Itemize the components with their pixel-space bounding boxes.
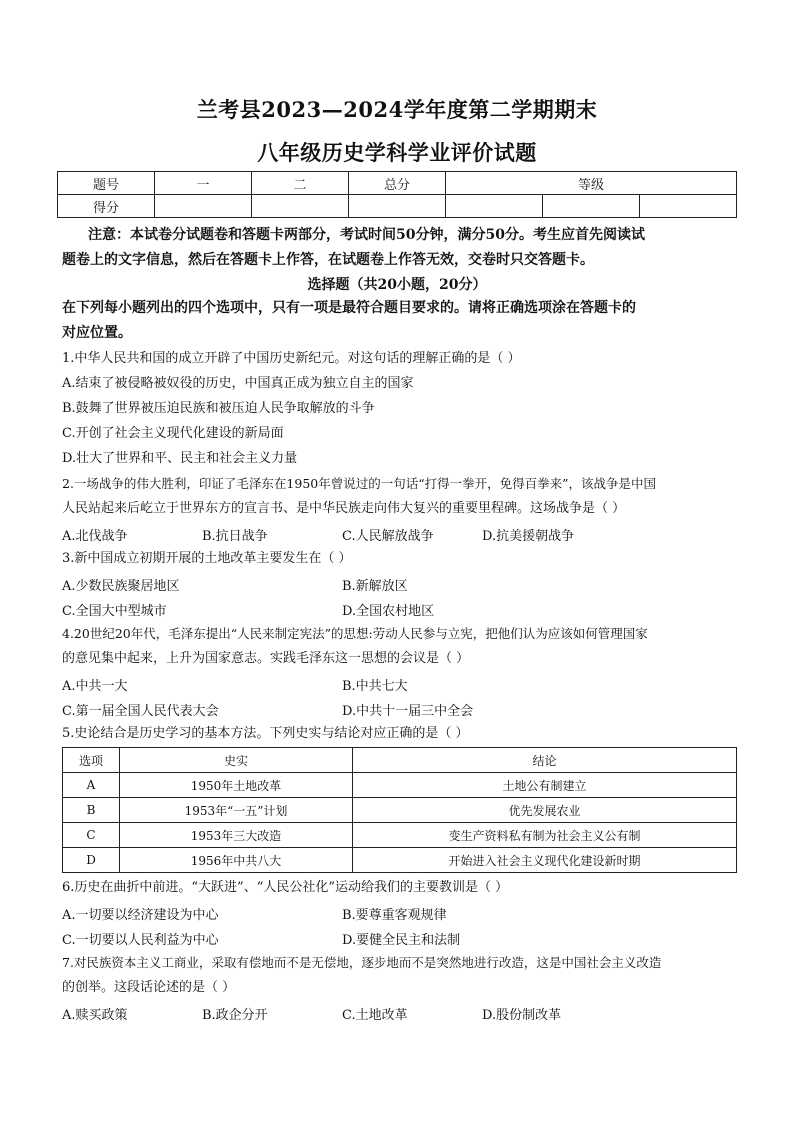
answer-option: A.少数民族聚居地区 xyxy=(62,579,180,594)
table-cell: 变生产资料私有制为社会主义公有制 xyxy=(353,823,737,848)
question-stem: 4.20世纪20年代，毛泽东提出“人民来制定宪法”的思想:劳动人民参与立宪，把他们认为应该如何管理国家 xyxy=(62,626,648,641)
answer-option: A.赎买政策 xyxy=(62,1008,128,1023)
answer-option: B.中共七大 xyxy=(342,679,408,694)
table-cell: 1953年三大改造 xyxy=(120,823,353,848)
score-cell: 二 xyxy=(252,172,349,195)
answer-option: A.北伐战争 xyxy=(62,529,128,544)
score-blank xyxy=(543,195,640,218)
answer-option: A.结束了被侵略被奴役的历史，中国真正成为独立自主的国家 xyxy=(62,376,414,391)
question-stem: 2.一场战争的伟大胜利，印证了毛泽东在1950年曾说过的一句话“打得一拳开，免得百拳来”，该战争是中国 xyxy=(62,476,657,491)
score-table-header-row xyxy=(58,172,737,195)
table-row xyxy=(63,848,737,873)
score-cell: 得分 xyxy=(58,195,155,218)
score-cell: 总分 xyxy=(349,172,446,195)
score-blank xyxy=(252,195,349,218)
table-row xyxy=(63,773,737,798)
score-blank xyxy=(349,195,446,218)
table-cell: 土地公有制建立 xyxy=(353,773,737,798)
answer-option: D.壮大了世界和平、民主和社会主义力量 xyxy=(62,451,298,466)
table-cell: D xyxy=(63,848,120,873)
section-heading: 选择题（共20小题，20分） xyxy=(307,277,487,293)
table-header-cell: 史实 xyxy=(120,748,353,773)
question-stem: 的意见集中起来，上升为国家意志。实践毛泽东这一思想的会议是（ ） xyxy=(62,651,470,666)
answer-option: B.要尊重客观规律 xyxy=(342,908,447,923)
table-cell: 1950年土地改革 xyxy=(120,773,353,798)
table-cell: 1953年“一五”计划 xyxy=(120,798,353,823)
table-cell: C xyxy=(63,823,120,848)
answer-option: C.土地改革 xyxy=(342,1008,408,1023)
answer-option: B.政企分开 xyxy=(202,1008,268,1023)
answer-option: D.要健全民主和法制 xyxy=(342,933,461,948)
question-stem: 1.中华人民共和国的成立开辟了中国历史新纪元。对这句话的理解正确的是（ ） xyxy=(62,351,521,366)
score-cell: 题号 xyxy=(58,172,155,195)
answer-option: C.一切要以人民利益为中心 xyxy=(62,933,219,948)
section-instruction: 对应位置。 xyxy=(62,325,132,341)
answer-option: C.开创了社会主义现代化建设的新局面 xyxy=(62,426,284,441)
exam-subtitle: 八年级历史学科学业评价试题 xyxy=(257,140,537,165)
fact-conclusion-table xyxy=(62,747,737,873)
score-table xyxy=(57,171,737,218)
score-blank xyxy=(640,195,737,218)
answer-option: D.股份制改革 xyxy=(482,1008,562,1023)
score-table-score-row xyxy=(58,195,737,218)
table-cell: 开始进入社会主义现代化建设新时期 xyxy=(353,848,737,873)
table-cell: A xyxy=(63,773,120,798)
answer-option: A.中共一大 xyxy=(62,679,128,694)
answer-option: D.抗美援朝战争 xyxy=(482,529,575,544)
score-blank xyxy=(155,195,252,218)
question-stem: 7.对民族资本主义工商业，采取有偿地而不是无偿地，逐步地而不是突然地进行改造，这是中国社会主义改造 xyxy=(62,955,662,970)
answer-option: D.中共十一届三中全会 xyxy=(342,704,474,719)
answer-option: B.抗日战争 xyxy=(202,529,268,544)
answer-option: B.新解放区 xyxy=(342,579,408,594)
question-stem: 5.史论结合是历史学习的基本方法。下列史实与结论对应正确的是（ ） xyxy=(62,726,469,741)
table-cell: 1956年中共八大 xyxy=(120,848,353,873)
score-blank xyxy=(446,195,543,218)
exam-title: 兰考县2023—2024学年度第二学期期末 xyxy=(196,97,598,122)
answer-option: C.第一届全国人民代表大会 xyxy=(62,704,219,719)
section-instruction: 在下列每小题列出的四个选项中，只有一项是最符合题目要求的。请将正确选项涂在答题卡的 xyxy=(62,300,636,316)
table-header-cell: 选项 xyxy=(63,748,120,773)
table-row xyxy=(63,798,737,823)
table-header-cell: 结论 xyxy=(353,748,737,773)
score-cell: 一 xyxy=(155,172,252,195)
question-stem: 的创举。这段话论述的是（ ） xyxy=(62,980,236,995)
answer-option: C.人民解放战争 xyxy=(342,529,434,544)
answer-option: D.全国农村地区 xyxy=(342,604,435,619)
table-row xyxy=(63,823,737,848)
question-stem: 3.新中国成立初期开展的土地改革主要发生在（ ） xyxy=(62,551,352,566)
answer-option: C.全国大中型城市 xyxy=(62,604,167,619)
table-cell: B xyxy=(63,798,120,823)
table-cell: 优先发展农业 xyxy=(353,798,737,823)
score-cell: 等级 xyxy=(446,172,737,195)
notice-line: 题卷上的文字信息，然后在答题卡上作答，在试题卷上作答无效，交卷时只交答题卡。 xyxy=(62,252,594,268)
table-header-row xyxy=(63,748,737,773)
question-stem: 人民站起来后屹立于世界东方的宣言书、是中华民族走向伟大复兴的重要里程碑。这场战争是（ ） xyxy=(62,501,626,516)
answer-option: A.一切要以经济建设为中心 xyxy=(62,908,219,923)
question-stem: 6.历史在曲折中前进。“大跃进”、“人民公社化”运动给我们的主要教训是（ ） xyxy=(62,880,509,895)
notice-line: 注意：本试卷分试题卷和答题卡两部分，考试时间50分钟，满分50分。考生应首先阅读试 xyxy=(88,227,645,243)
answer-option: B.鼓舞了世界被压迫民族和被压迫人民争取解放的斗争 xyxy=(62,401,375,416)
